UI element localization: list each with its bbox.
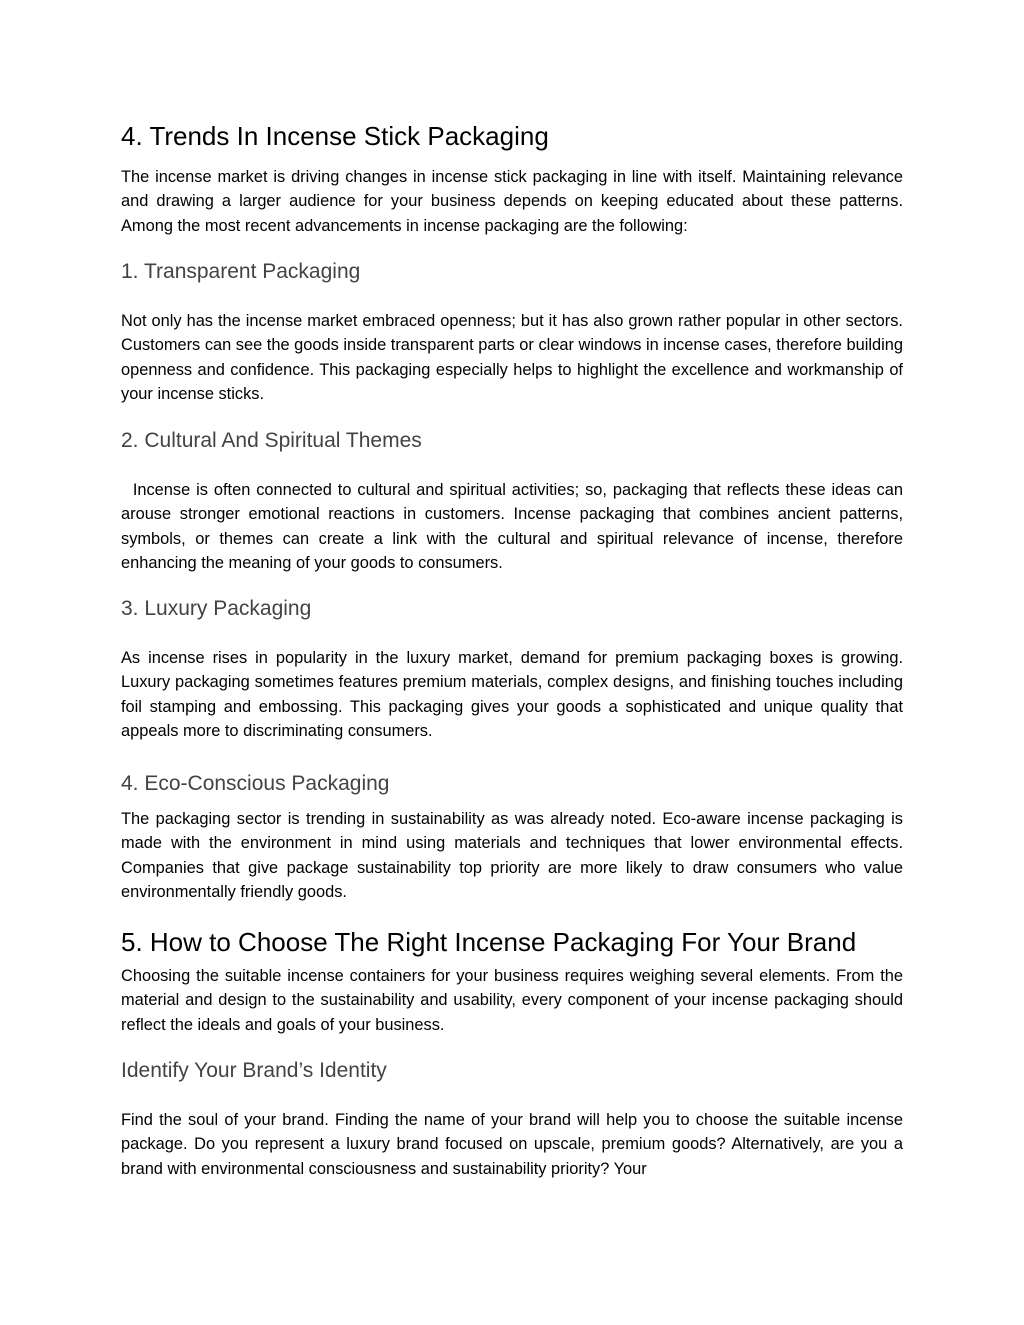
luxury-packaging-paragraph: As incense rises in popularity in the luxury market, demand for premium packaging boxes is growing. Luxury packaging sometimes features premium materials, complex designs, and finishing touches including foil stamping and embossing. This packaging gives your goods a sophisticated and unique quality that appeals more to discriminating consumers. xyxy=(121,649,903,740)
transparent-packaging-paragraph: Not only has the incense market embraced openness; but it has also grown rather popular in other sectors. Customers can see the goods inside transparent parts or clear windows in incense cases, therefore building openness and confidence. This packaging especially helps to highlight the excellence and workmanship of your incense sticks. xyxy=(121,312,903,403)
choose-intro-paragraph: Choosing the suitable incense containers for your business requires weighing several elements. From the material and design to the sustainability and usability, every component of your incense packaging should reflect the ideals and goals of your business. xyxy=(121,967,903,1034)
subheading-luxury-packaging: 3. Luxury Packaging xyxy=(121,597,312,620)
trends-intro-paragraph: The incense market is driving changes in incense stick packaging in line with itself. Maintaining relevance and drawing a larger audience for your business depends on keeping educated about these patterns. Among the most recent advancements in incense packaging are the following: xyxy=(121,168,903,235)
subheading-eco-conscious-packaging: 4. Eco-Conscious Packaging xyxy=(121,772,390,795)
subheading-cultural-themes: 2. Cultural And Spiritual Themes xyxy=(121,429,422,452)
brand-identity-paragraph: Find the soul of your brand. Finding the name of your brand will help you to choose the suitable incense package. Do you represent a luxury brand focused on upscale, premium goods? Alternatively, are you a brand with environmental consciousness and sustainability priority? Your xyxy=(121,1111,903,1178)
section-heading-choose: 5. How to Choose The Right Incense Packaging For Your Brand xyxy=(121,927,857,957)
eco-conscious-paragraph: The packaging sector is trending in sustainability as was already noted. Eco-aware incense packaging is made with the environment in mind using materials and techniques that lower environmental effects. Companies that give package sustainability top priority are more likely to draw consumers who value environmentally friendly goods. xyxy=(121,810,903,901)
section-heading-trends: 4. Trends In Incense Stick Packaging xyxy=(121,121,549,151)
subheading-transparent-packaging: 1. Transparent Packaging xyxy=(121,260,361,283)
cultural-themes-paragraph: Incense is often connected to cultural and spiritual activities; so, packaging that reflects these ideas can arouse stronger emotional reactions in customers. Incense packaging that combines ancient patterns, symbols, or themes can create a link with the cultural and spiritual relevance of incense, therefore enhancing the meaning of your goods to consumers. xyxy=(121,481,903,572)
subheading-brand-identity: Identify Your Brand’s Identity xyxy=(121,1059,387,1082)
